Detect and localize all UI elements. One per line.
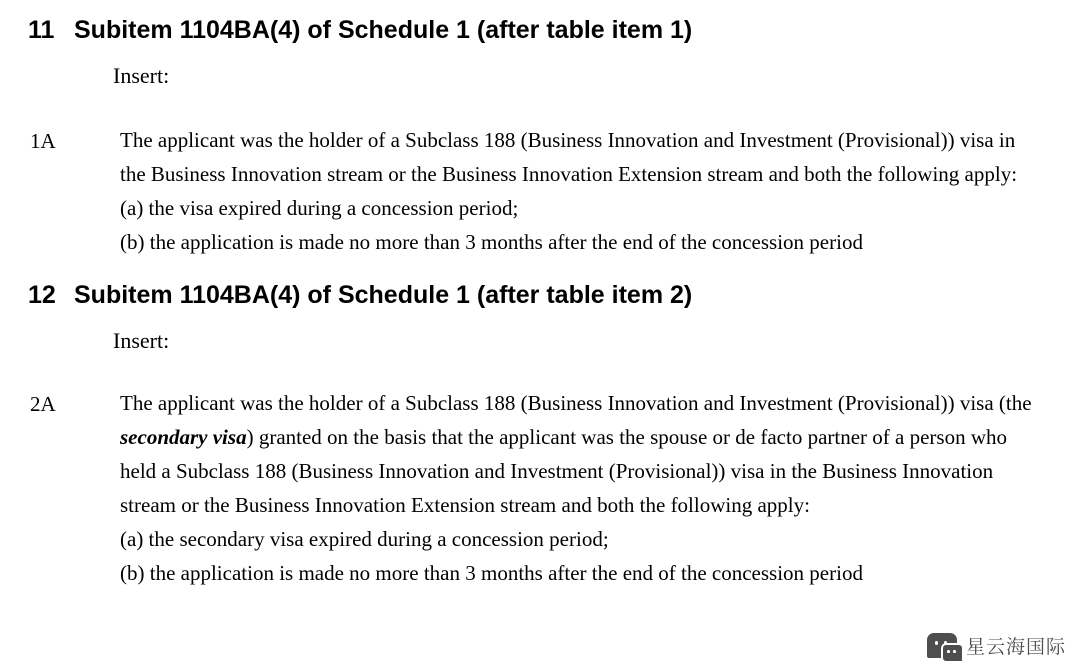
item-body: [120, 123, 1045, 259]
section-title: Subitem 1104BA(4) of Schedule 1 (after table item 1): [74, 16, 693, 44]
lead-text-after-emphasis: ) granted on the basis that the applicant was the spouse or de facto partner of a person who held a Subclass 188 (Business Innovation and Investment (Provisional)) visa in the Business Innovation stream or the Business Innovation Extension stream and both the following apply:: [120, 425, 1007, 518]
item-paragraph-a: (a) the visa expired during a concession period;: [120, 196, 519, 221]
section-heading-11: [0, 16, 1080, 45]
spacer: [0, 354, 1080, 386]
wechat-logo-icon: [927, 633, 957, 658]
watermark: [927, 632, 1066, 659]
section-title: Subitem 1104BA(4) of Schedule 1 (after table item 2): [74, 281, 693, 310]
section-number: 11: [28, 16, 55, 44]
lead-text-before-emphasis: The applicant was the holder of a Subclass 188 (Business Innovation and Investment (Provisional)) visa (the: [120, 391, 1032, 416]
item-number: 1A: [30, 129, 56, 154]
item-paragraph-main: The applicant was the holder of a Subclass 188 (Business Innovation and Investment (Provisional)) visa in the Business Innovation stream or the Business Innovation Extension stream and both the following apply:: [120, 128, 1018, 187]
item-number: 2A: [30, 392, 56, 417]
wechat-logo-secondary-bubble-icon: [941, 643, 964, 663]
item-paragraph-a: (a) the secondary visa expired during a concession period;: [120, 527, 609, 552]
spacer: [0, 310, 1080, 328]
item-paragraph-main: [120, 386, 1035, 522]
spacer: [0, 259, 1080, 281]
table-item-2a: [0, 386, 1080, 590]
defined-term-secondary-visa: secondary visa: [120, 425, 247, 450]
section-number: 12: [28, 281, 56, 310]
top-spacer: [0, 0, 1080, 16]
item-body: [120, 386, 1045, 590]
table-item-1a: [0, 123, 1080, 259]
item-paragraph-b: (b) the application is made no more than 3 months after the end of the concession period: [120, 561, 863, 586]
section-heading-12: [0, 281, 1080, 310]
insert-instruction-12: Insert:: [113, 327, 170, 353]
item-paragraph-b: (b) the application is made no more than 3 months after the end of the concession period: [120, 230, 863, 255]
watermark-label: 星云海国际: [965, 637, 1066, 658]
spacer: [0, 45, 1080, 63]
spacer: [0, 89, 1080, 123]
insert-instruction-11: Insert:: [113, 62, 170, 88]
